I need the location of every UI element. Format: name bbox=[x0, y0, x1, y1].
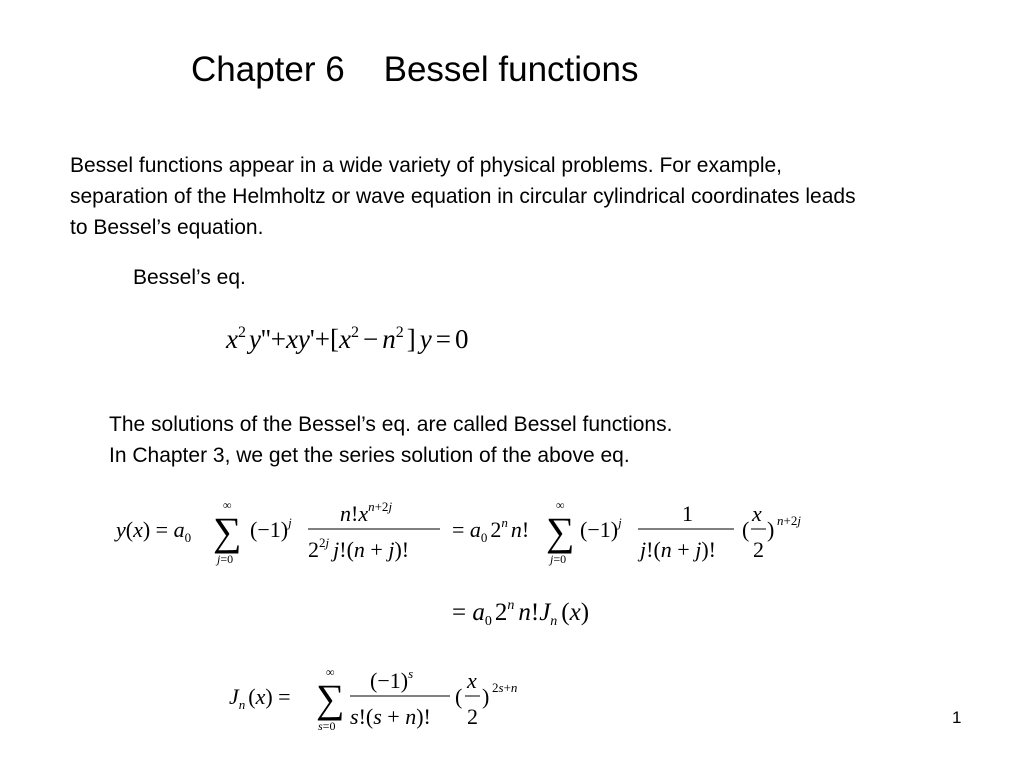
svg-text:j!(n + j)!: j!(n + j)! bbox=[640, 537, 716, 562]
page-number: 1 bbox=[952, 708, 962, 727]
svg-text:1: 1 bbox=[682, 501, 693, 526]
svg-text:= a02nn!: = $a_0$ 2$^n$ n! bbox=[452, 515, 530, 545]
svg-text:): ) bbox=[482, 684, 490, 709]
bessel-eq-label: Bessel’s eq. bbox=[133, 266, 246, 289]
bessel-function-definition bbox=[225, 662, 545, 742]
svg-text:n!xn+2j: $n!x^{n+2j}$ bbox=[340, 499, 393, 526]
svg-text:2: 2 bbox=[467, 704, 478, 729]
series-solution-equation bbox=[110, 495, 830, 575]
svg-text:2s+n: 2s+n bbox=[492, 680, 518, 695]
svg-text:2: 2 bbox=[753, 537, 764, 562]
svg-text:= a02nn!Jn(x): = $a_0$ 2$^n$ $n!J_n$ (x) bbox=[452, 598, 590, 629]
slide-title: Chapter 6 Bessel functions bbox=[191, 50, 639, 89]
svg-text:Jn(x) =: $J_n$ (x) = bbox=[229, 684, 291, 712]
svg-text:∑: ∑ bbox=[213, 509, 242, 554]
svg-text:∑: ∑ bbox=[316, 676, 345, 721]
solution-line: The solutions of the Bessel’s eq. are called Bessel functions. bbox=[109, 413, 673, 436]
svg-text:y(x) = a0: $y(x) = a_0$ bbox=[116, 517, 192, 545]
svg-text:j=0: j=0 bbox=[217, 552, 234, 566]
svg-text:s!(s + n)!: s!(s + n)! bbox=[350, 704, 431, 729]
svg-text:n+2j: n+2j bbox=[777, 513, 801, 528]
solution-line: In Chapter 3, we get the series solution of the above eq. bbox=[109, 444, 630, 467]
svg-text:): ) bbox=[767, 517, 775, 542]
svg-text:∑: ∑ bbox=[546, 509, 575, 554]
svg-text:(−1)s: $(-1)^s$ bbox=[370, 666, 414, 693]
series-result-equation bbox=[448, 590, 648, 630]
svg-text:(−1)j: $(-1)^j$ bbox=[250, 515, 292, 542]
svg-text:∞: ∞ bbox=[556, 498, 565, 512]
intro-paragraph: Bessel functions appear in a wide variety of physical problems. For example, separation of the Helmholtz or wave equation in circular cylindrical coordinates leads to Bessel’s equation. bbox=[70, 154, 856, 239]
svg-text:(: ( bbox=[455, 684, 463, 709]
svg-text:∞: ∞ bbox=[223, 498, 232, 512]
solution-text bbox=[109, 409, 869, 471]
svg-text:s=0: s=0 bbox=[318, 719, 336, 733]
svg-text:∞: ∞ bbox=[326, 665, 335, 679]
svg-text:22jj!(n + j)!: $2^{2j}$ j!(n + j)! bbox=[308, 535, 410, 562]
svg-text:(: ( bbox=[742, 517, 750, 542]
svg-text:j=0: j=0 bbox=[550, 552, 567, 566]
svg-text:(−1)j: $(-1)^j$ bbox=[580, 515, 622, 542]
svg-text:x: x bbox=[467, 668, 477, 693]
svg-text:x2y''+xy'+[x2−n2]y=0: $x^2$ $y''+xy'+[x^2 - n^2$ ] y = 0 bbox=[226, 324, 469, 354]
bessel-equation bbox=[220, 312, 560, 362]
svg-text:x: x bbox=[752, 501, 762, 526]
